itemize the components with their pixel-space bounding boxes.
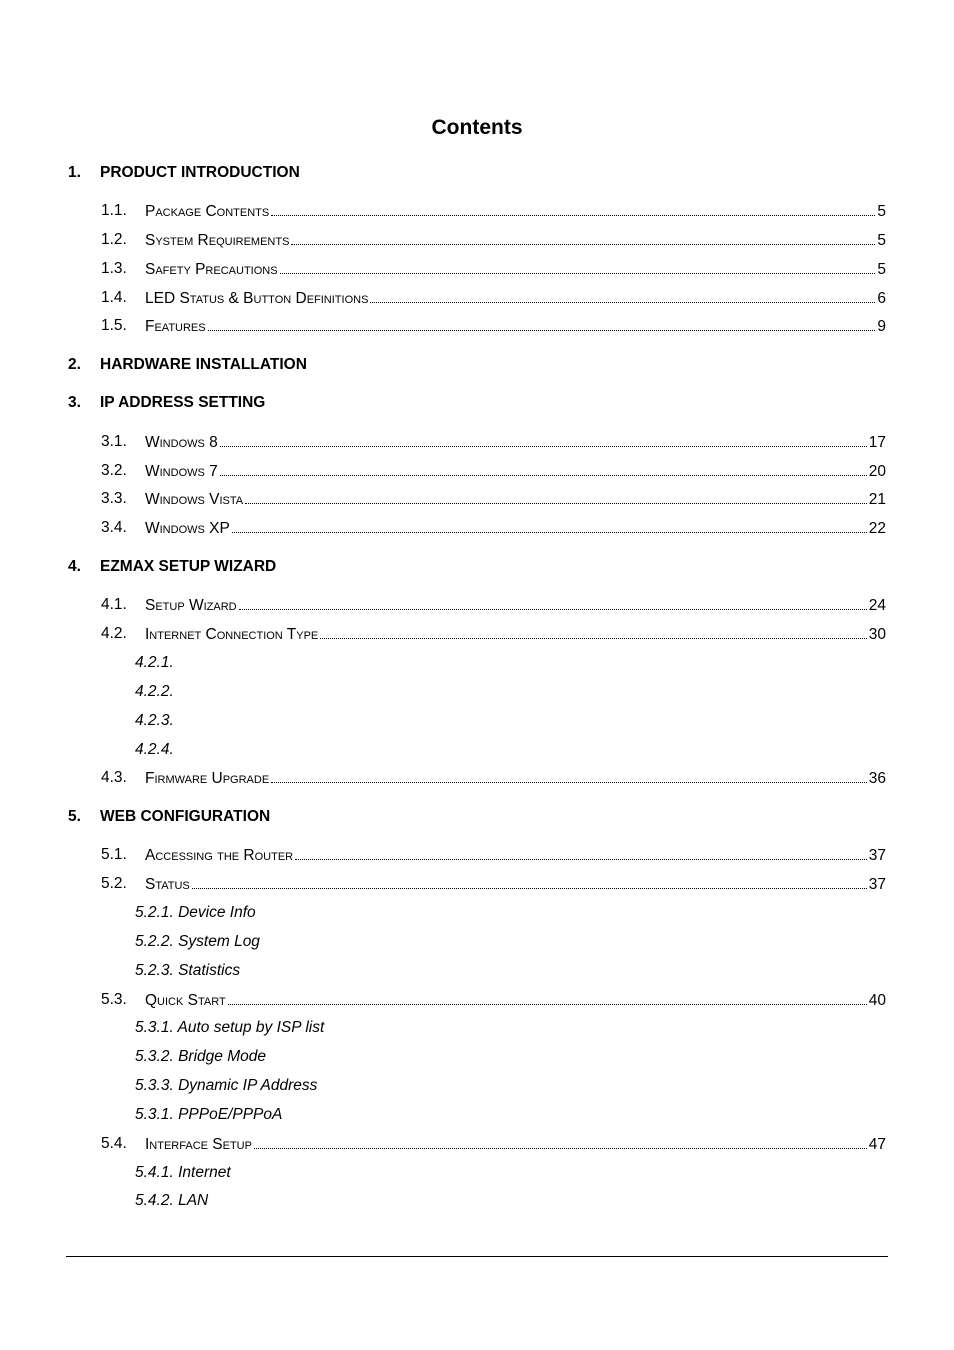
entry-number: 5.2.	[101, 875, 127, 892]
entry-number: 3.1.	[101, 433, 127, 450]
toc-entry[interactable]	[0, 767, 954, 789]
dot-leader	[232, 517, 867, 533]
section-title: PRODUCT INTRODUCTION	[100, 164, 300, 181]
entry-number: 4.3.	[101, 769, 127, 786]
dot-leader	[228, 989, 867, 1005]
section-number: 1.	[68, 164, 81, 181]
subitem-label: 4.2.2.	[135, 683, 174, 700]
entry-title: Safety Precautions	[145, 261, 278, 278]
section-number: 5.	[68, 808, 81, 825]
section-number: 2.	[68, 356, 81, 373]
entry-number: 5.4.	[101, 1135, 127, 1152]
entry-page: 36	[868, 770, 886, 787]
entry-title: Firmware Upgrade	[145, 770, 270, 787]
section-title: WEB CONFIGURATION	[100, 808, 271, 825]
dot-leader	[271, 767, 867, 783]
footer-rule	[66, 1256, 888, 1257]
toc-subitem[interactable]	[0, 1017, 954, 1039]
entry-page: 22	[868, 520, 886, 537]
page-title: Contents	[431, 116, 523, 139]
toc-subitem[interactable]	[0, 681, 954, 703]
dot-leader	[220, 431, 867, 447]
toc-section[interactable]	[0, 556, 954, 578]
entry-title: Windows 7	[145, 463, 218, 480]
entry-title: Internet Connection Type	[145, 626, 319, 643]
subitem-label: 5.3.1. Auto setup by ISP list	[135, 1019, 325, 1036]
toc-entry[interactable]	[0, 431, 954, 453]
entry-number: 3.4.	[101, 519, 127, 536]
toc-section[interactable]	[0, 392, 954, 414]
dot-leader	[370, 287, 875, 303]
subitem-label: 5.2.3. Statistics	[135, 962, 241, 979]
entry-number: 4.2.	[101, 625, 127, 642]
entry-number: 3.3.	[101, 490, 127, 507]
entry-page: 21	[868, 491, 886, 508]
section-title: EZMAX SETUP WIZARD	[100, 558, 277, 575]
entry-title: Quick Start	[145, 992, 226, 1009]
toc-entry[interactable]	[0, 200, 954, 222]
toc-subitem[interactable]	[0, 1075, 954, 1097]
toc-subitem[interactable]	[0, 1190, 954, 1212]
subitem-label: 5.3.2. Bridge Mode	[135, 1048, 266, 1065]
entry-number: 5.3.	[101, 991, 127, 1008]
entry-page: 37	[868, 847, 886, 864]
section-number: 4.	[68, 558, 81, 575]
toc-entry[interactable]	[0, 844, 954, 866]
toc-entry[interactable]	[0, 460, 954, 482]
dot-leader	[254, 1133, 867, 1149]
toc-entry[interactable]	[0, 989, 954, 1011]
toc-entry[interactable]	[0, 315, 954, 337]
toc-subitem[interactable]	[0, 960, 954, 982]
entry-number: 1.2.	[101, 231, 127, 248]
entry-title: System Requirements	[145, 232, 290, 249]
entry-number: 5.1.	[101, 846, 127, 863]
toc-section[interactable]	[0, 162, 954, 184]
dot-leader	[208, 315, 876, 331]
toc-subitem[interactable]	[0, 1046, 954, 1068]
subitem-label: 5.3.1. PPPoE/PPPoA	[135, 1106, 283, 1123]
toc-entry[interactable]	[0, 287, 954, 309]
toc-entry[interactable]	[0, 258, 954, 280]
entry-page: 9	[877, 318, 886, 335]
toc-subitem[interactable]	[0, 1162, 954, 1184]
entry-page: 24	[868, 597, 886, 614]
entry-page: 5	[877, 232, 886, 249]
subitem-label: 5.4.1. Internet	[135, 1164, 231, 1181]
toc-entry[interactable]	[0, 517, 954, 539]
entry-title: Status	[145, 876, 190, 893]
toc-subitem[interactable]	[0, 739, 954, 761]
entry-page: 17	[868, 434, 886, 451]
entry-page: 5	[877, 203, 886, 220]
entry-number: 4.1.	[101, 596, 127, 613]
toc-subitem[interactable]	[0, 902, 954, 924]
dot-leader	[245, 488, 867, 504]
subitem-label: 4.2.3.	[135, 712, 174, 729]
subitem-label: 4.2.4.	[135, 741, 174, 758]
entry-title: Interface Setup	[145, 1136, 252, 1153]
section-title: HARDWARE INSTALLATION	[100, 356, 307, 373]
entry-title: Windows XP	[145, 520, 230, 537]
toc-section[interactable]	[0, 806, 954, 828]
dot-leader	[320, 623, 866, 639]
entry-title: Features	[145, 318, 206, 335]
section-number: 3.	[68, 394, 81, 411]
dot-leader	[192, 873, 867, 889]
entry-number: 1.4.	[101, 289, 127, 306]
entry-number: 1.1.	[101, 202, 127, 219]
entry-title: LED Status & Button Definitions	[145, 290, 369, 307]
toc-entry[interactable]	[0, 488, 954, 510]
subitem-label: 5.3.3. Dynamic IP Address	[135, 1077, 318, 1094]
toc-entry[interactable]	[0, 229, 954, 251]
toc-subitem[interactable]	[0, 931, 954, 953]
entry-page: 30	[868, 626, 886, 643]
section-title: IP ADDRESS SETTING	[100, 394, 266, 411]
entry-number: 3.2.	[101, 462, 127, 479]
toc-subitem[interactable]	[0, 652, 954, 674]
entry-title: Windows 8	[145, 434, 218, 451]
entry-title: Windows Vista	[145, 491, 244, 508]
entry-title: Package Contents	[145, 203, 270, 220]
toc-entry[interactable]	[0, 873, 954, 895]
dot-leader	[271, 200, 875, 216]
subitem-label: 4.2.1.	[135, 654, 174, 671]
toc-entry[interactable]	[0, 1133, 954, 1155]
dot-leader	[295, 844, 867, 860]
dot-leader	[239, 594, 867, 610]
entry-title: Accessing the Router	[145, 847, 294, 864]
entry-page: 47	[868, 1136, 886, 1153]
entry-page: 6	[877, 290, 886, 307]
toc-entry[interactable]	[0, 623, 954, 645]
toc-subitem[interactable]	[0, 1104, 954, 1126]
dot-leader	[280, 258, 876, 274]
entry-page: 20	[868, 463, 886, 480]
dot-leader	[220, 460, 867, 476]
dot-leader	[291, 229, 875, 245]
entry-page: 40	[868, 992, 886, 1009]
subitem-label: 5.2.2. System Log	[135, 933, 260, 950]
toc-section[interactable]	[0, 354, 954, 376]
subitem-label: 5.2.1. Device Info	[135, 904, 256, 921]
toc-entry[interactable]	[0, 594, 954, 616]
subitem-label: 5.4.2. LAN	[135, 1192, 209, 1209]
entry-title: Setup Wizard	[145, 597, 237, 614]
entry-number: 1.3.	[101, 260, 127, 277]
entry-page: 37	[868, 876, 886, 893]
entry-number: 1.5.	[101, 317, 127, 334]
entry-page: 5	[877, 261, 886, 278]
toc-subitem[interactable]	[0, 710, 954, 732]
